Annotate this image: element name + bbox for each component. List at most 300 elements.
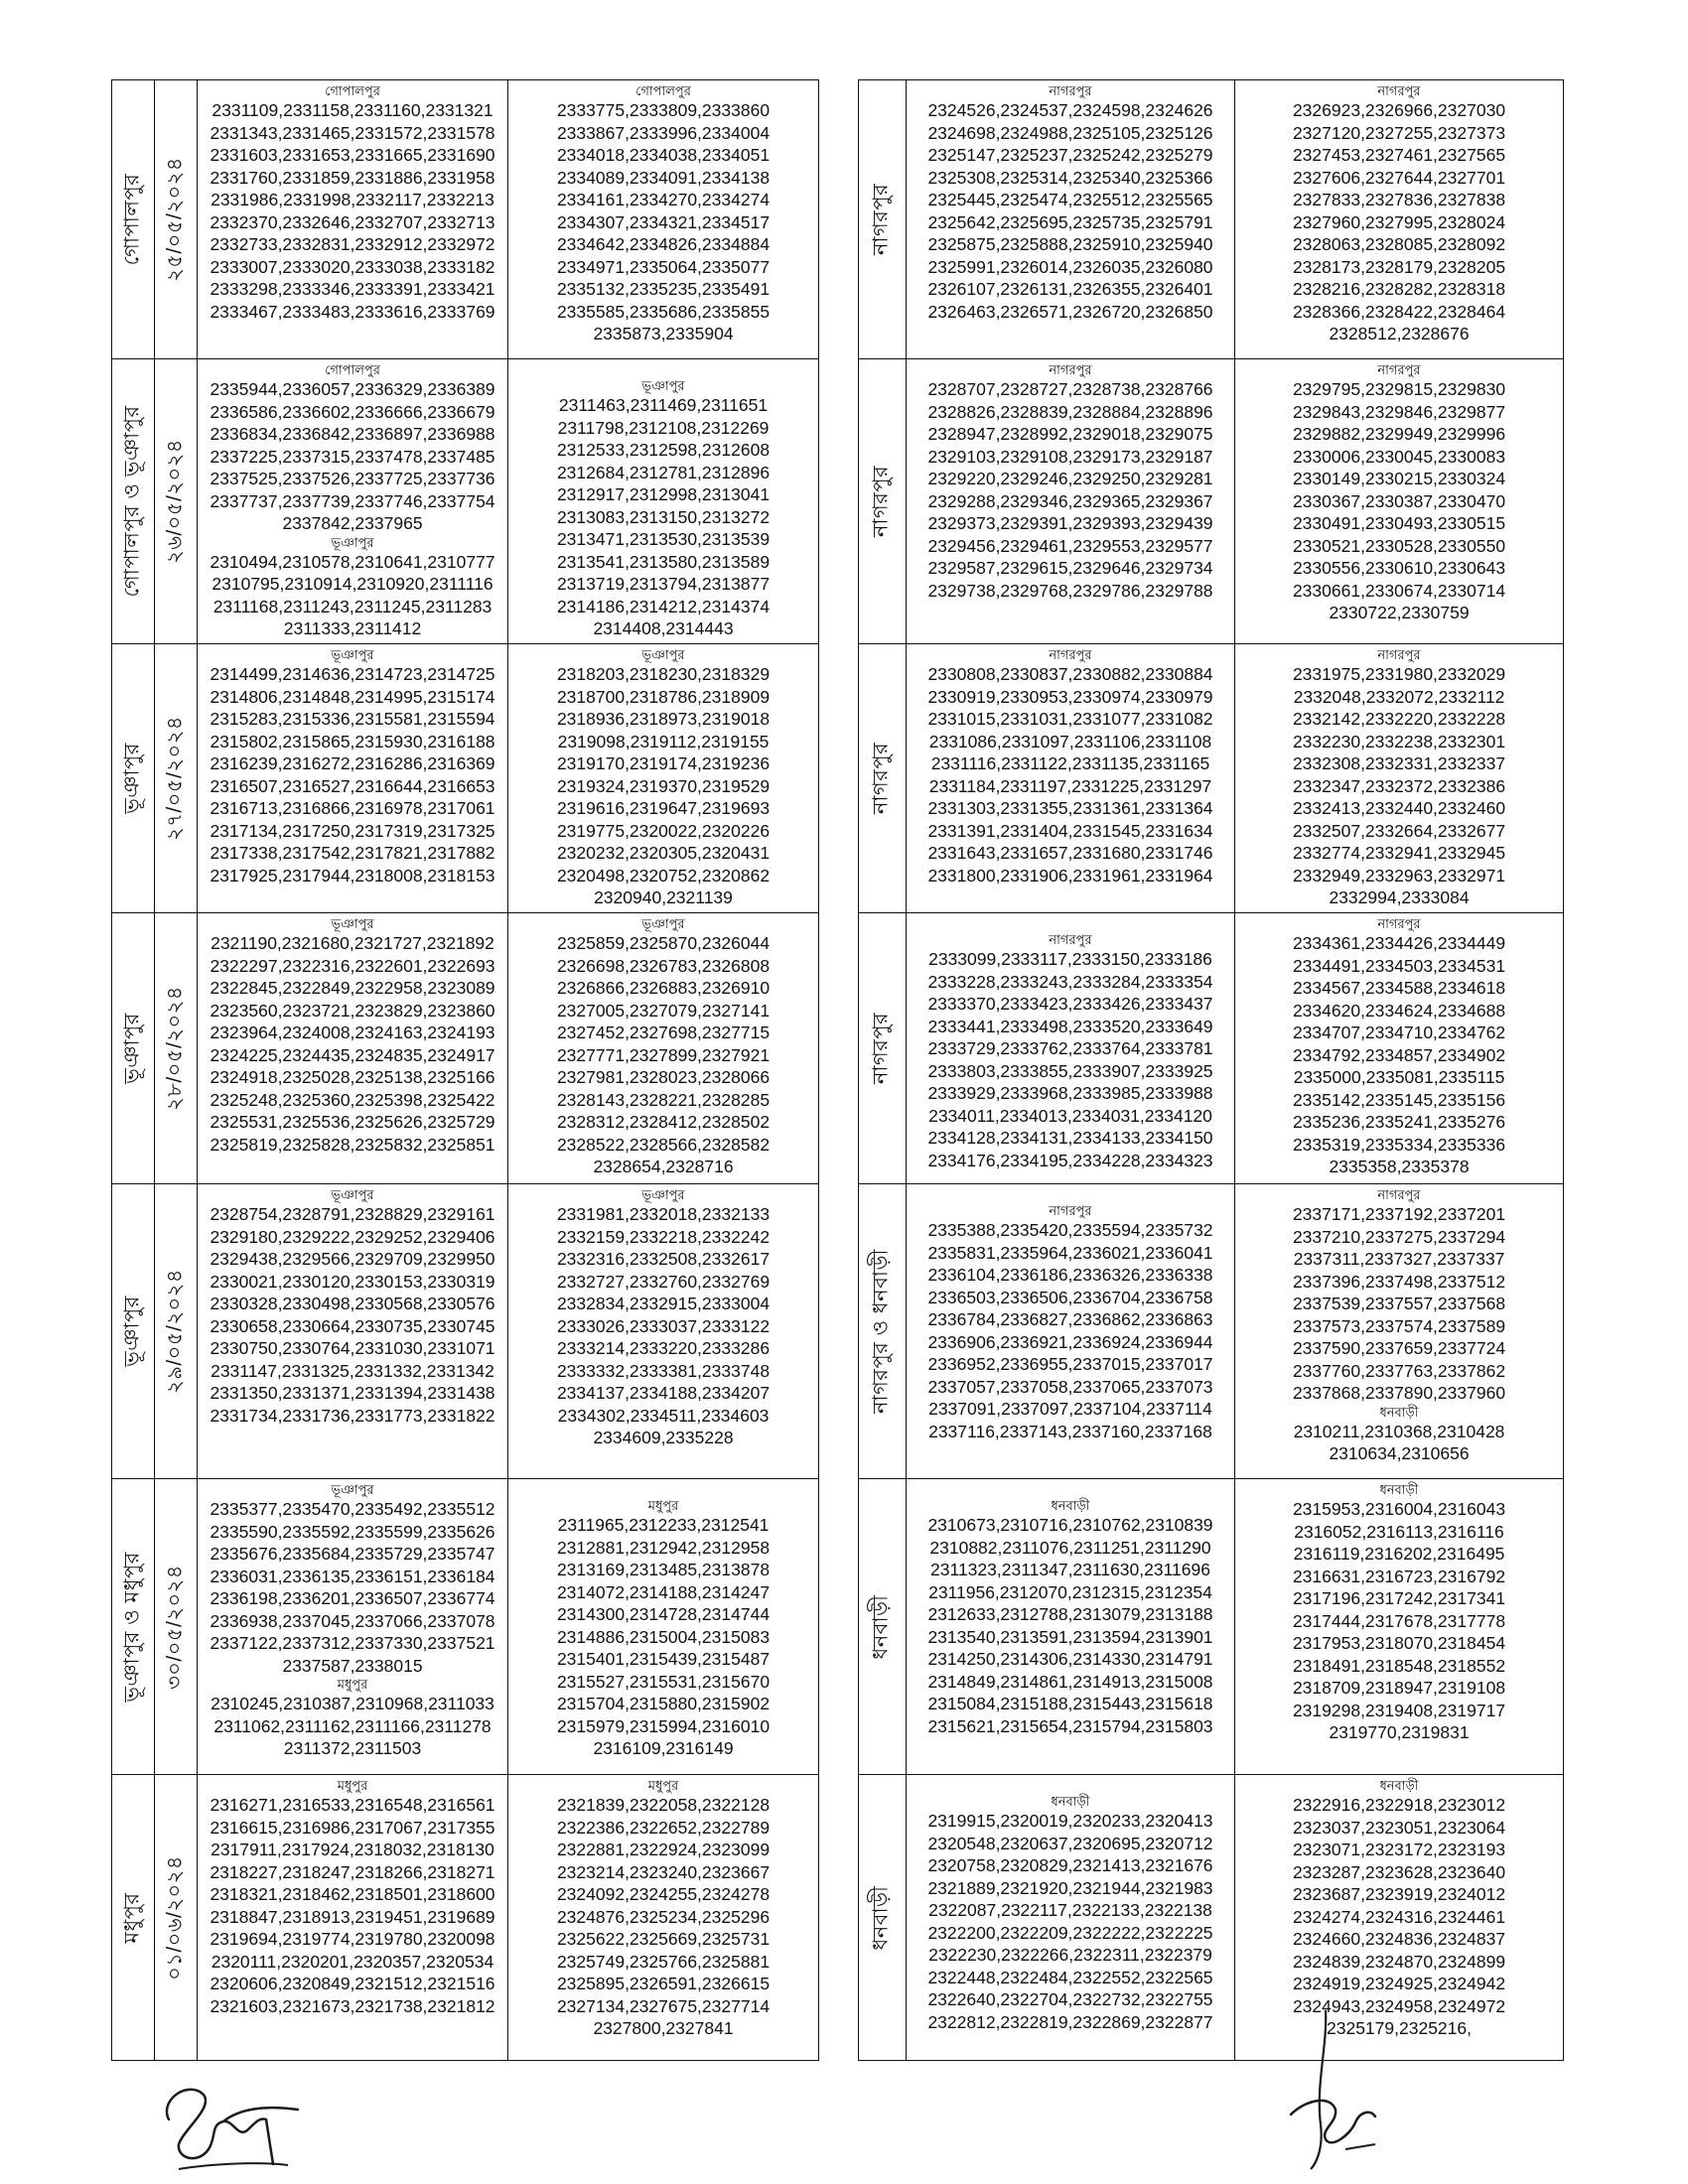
number-line: 2320548,2320637,2320695,2320712: [927, 1833, 1213, 1853]
number-line: 2336952,2336955,2337015,2337017: [927, 1354, 1213, 1374]
number-line: 2325749,2325766,2325881: [556, 1951, 771, 1972]
number-line: 2319915,2320019,2320233,2320413: [927, 1811, 1213, 1831]
number-line: 2326698,2326783,2326808: [556, 955, 771, 976]
number-line: 2311062,2311162,2311166,2311278: [213, 1715, 492, 1736]
number-line: 2335236,2335241,2335276: [1292, 1112, 1506, 1132]
number-line: 2334707,2334710,2334762: [1292, 1023, 1506, 1042]
number-line: 2312684,2312781,2312896: [556, 462, 771, 482]
number-line: 2322087,2322117,2322133,2322138: [928, 1900, 1212, 1920]
number-line: 2323071,2323172,2323193: [1292, 1840, 1506, 1859]
number-line: 2327833,2327836,2327838: [1292, 190, 1506, 209]
number-cell: [907, 80, 1234, 358]
number-line: 2333441,2333498,2333520,2333649: [927, 1016, 1213, 1036]
number-line: 2319616,2319647,2319693: [556, 798, 771, 818]
number-line: 2315704,2315880,2315902: [556, 1694, 771, 1713]
number-line: 2316713,2316866,2316978,2317061: [210, 798, 495, 818]
location-label: ভূঞাপুর: [120, 1013, 144, 1084]
number-line: 2326866,2326883,2326910: [556, 978, 771, 998]
number-cell: [198, 1479, 507, 1774]
location-label: গোপালপুর: [120, 173, 144, 266]
number-line: 2311168,2311243,2311245,2311283: [212, 596, 492, 616]
number-line: 2328826,2328839,2328884,2328896: [927, 401, 1213, 422]
number-line: 2318700,2318786,2318909: [556, 686, 771, 707]
number-line: 2325819,2325828,2325832,2325851: [210, 1134, 495, 1155]
number-line: 2314849,2314861,2314913,2315008: [927, 1671, 1213, 1692]
number-line: 2332142,2332220,2332228: [1292, 709, 1506, 729]
number-line: 2332994,2333084: [1329, 887, 1470, 907]
area-heading: নাগরপুর: [1377, 916, 1421, 931]
number-line: 2329843,2329846,2329877: [1292, 401, 1506, 422]
number-line: 2331086,2331097,2331106,2331108: [928, 731, 1212, 751]
number-cell: [198, 1775, 507, 2060]
number-line: 2325642,2325695,2325735,2325791: [927, 211, 1213, 232]
number-line: 2336938,2337045,2337066,2337078: [210, 1610, 495, 1631]
number-line: 2313719,2313794,2313877: [556, 574, 771, 594]
number-line: 2315283,2315336,2315581,2315594: [210, 709, 495, 729]
number-cell: [198, 1184, 507, 1478]
row-header: [859, 80, 907, 358]
number-line: 2330367,2330387,2330470: [1292, 490, 1506, 511]
number-line: 2337760,2337763,2337862: [1292, 1360, 1506, 1381]
number-line: 2321190,2321680,2321727,2321892: [211, 933, 494, 953]
number-line: 2329373,2329391,2329393,2329439: [927, 513, 1213, 533]
location-label: নাগরপুর: [869, 1012, 893, 1085]
number-line: 2325531,2325536,2325626,2325729: [210, 1112, 495, 1132]
number-line: 2329288,2329346,2329365,2329367: [927, 490, 1213, 511]
number-line: 2334128,2334131,2334133,2334150: [927, 1128, 1213, 1148]
number-line: 2319694,2319774,2319780,2320098: [210, 1929, 495, 1949]
number-line: 2333775,2333809,2333860: [556, 100, 771, 120]
number-line: 2333803,2333855,2333907,2333925: [927, 1060, 1213, 1081]
signature-right: [1276, 2005, 1405, 2174]
area-heading: নাগরপুর: [1049, 932, 1092, 947]
number-line: 2336503,2336506,2336704,2336758: [927, 1287, 1213, 1307]
area-heading: ভূঞাপুর: [331, 534, 374, 550]
number-line: 2327452,2327698,2327715: [556, 1023, 771, 1042]
number-line: 2314300,2314728,2314744: [556, 1604, 771, 1624]
number-line: 2314499,2314636,2314723,2314725: [210, 664, 495, 684]
number-line: 2329220,2329246,2329250,2329281: [927, 469, 1213, 488]
number-cell: [1234, 644, 1563, 912]
table-row: [858, 1184, 1564, 1479]
number-line: 2334018,2334038,2334051: [556, 145, 771, 165]
number-line: 2331303,2331355,2331361,2331364: [927, 798, 1213, 818]
number-line: 2336198,2336201,2336507,2336774: [210, 1588, 495, 1608]
table-row: [111, 1479, 819, 1775]
area-heading: ভূঞাপুর: [331, 1482, 374, 1497]
number-line: 2337091,2337097,2337104,2337114: [928, 1399, 1212, 1419]
date-label: ২৯/০৫/২০২৪: [163, 1269, 187, 1394]
location-label: মধুপুর: [120, 1891, 144, 1944]
number-line: 2324918,2325028,2325138,2325166: [210, 1067, 495, 1087]
number-line: 2316271,2316533,2316548,2316561: [210, 1795, 495, 1815]
location-label: গোপালপুর ও ভূঞাপুর: [120, 405, 144, 598]
number-cell: [1234, 913, 1563, 1183]
number-line: 2336834,2336842,2336897,2336988: [210, 424, 495, 444]
number-line: 2334642,2334826,2334884: [556, 234, 771, 254]
area-heading: গোপালপুর: [325, 83, 380, 98]
location-cell: [112, 1184, 154, 1478]
table-row: [111, 359, 819, 644]
number-line: 2319098,2319112,2319155: [557, 731, 770, 751]
number-line: 2315621,2315654,2315794,2315803: [927, 1715, 1213, 1736]
number-line: 2317134,2317250,2317319,2317325: [210, 820, 495, 841]
number-line: 2327771,2327899,2327921: [556, 1044, 771, 1065]
number-line: 2327120,2327255,2327373: [1292, 122, 1506, 143]
area-heading: ভূঞাপুর: [331, 1187, 374, 1202]
number-line: 2334971,2335064,2335077: [556, 256, 771, 277]
number-line: 2320232,2320305,2320431: [556, 843, 771, 863]
number-line: 2330750,2330764,2331030,2331071: [210, 1338, 495, 1358]
area-heading: নাগরপুর: [1377, 647, 1421, 662]
number-line: 2335676,2335684,2335729,2335747: [210, 1544, 495, 1564]
number-line: 2333214,2333220,2333286: [556, 1338, 771, 1358]
number-line: 2335319,2335334,2335336: [1292, 1134, 1506, 1155]
number-line: 2322386,2322652,2322789: [556, 1817, 771, 1838]
row-header: [112, 1479, 198, 1774]
number-line: 2317338,2317542,2317821,2317882: [210, 843, 495, 863]
number-line: 2329587,2329615,2329646,2329734: [927, 558, 1213, 578]
number-line: 2331800,2331906,2331961,2331964: [927, 865, 1213, 886]
location-cell: [859, 913, 905, 1183]
number-line: 2332949,2332963,2332971: [1292, 865, 1506, 886]
number-line: 2319298,2319408,2319717: [1292, 1700, 1506, 1720]
number-line: 2332727,2332760,2332769: [556, 1271, 771, 1292]
area-heading: ধনবাড়ী: [1051, 1498, 1090, 1513]
number-line: 2337225,2337315,2337478,2337485: [210, 446, 495, 467]
number-line: 2315527,2315531,2315670: [556, 1671, 771, 1692]
location-label: ধনবাড়ী: [869, 1884, 893, 1951]
number-line: 2324225,2324435,2324835,2324917: [210, 1044, 495, 1065]
number-line: 2314250,2314306,2314330,2314791: [927, 1649, 1213, 1669]
number-line: 2328216,2328282,2328318: [1292, 279, 1506, 299]
number-cell: [507, 359, 818, 643]
number-line: 2325875,2325888,2325910,2325940: [927, 234, 1213, 254]
number-line: 2316239,2316272,2316286,2316369: [210, 753, 495, 773]
number-line: 2311323,2311347,2311630,2311696: [930, 1560, 1210, 1579]
number-line: 2334361,2334426,2334449: [1292, 933, 1506, 953]
area-heading: গোপালপুর: [635, 83, 691, 98]
number-line: 2318709,2318947,2319108: [1292, 1678, 1506, 1698]
location-cell: [112, 913, 154, 1183]
number-line: 2321603,2321673,2321738,2321812: [210, 1995, 495, 2016]
location-label: ভূঞাপুর: [120, 1296, 144, 1367]
area-heading: ভূঞাপুর: [641, 916, 685, 931]
location-label: ভূঞাপুর: [120, 743, 144, 814]
number-line: 2311463,2311469,2311651: [558, 395, 769, 415]
number-cell: [907, 644, 1234, 912]
location-cell: [859, 1775, 905, 2060]
number-line: 2328312,2328412,2328502: [556, 1112, 771, 1132]
number-line: 2331975,2331980,2332029: [1292, 664, 1506, 684]
number-line: 2311333,2311412: [283, 618, 422, 638]
number-line: 2315979,2315994,2316010: [556, 1715, 771, 1736]
number-line: 2332316,2332508,2332617: [556, 1249, 771, 1269]
number-line: 2320111,2320201,2320357,2320534: [211, 1951, 494, 1972]
number-line: 2316615,2316986,2317067,2317355: [210, 1817, 495, 1838]
number-line: 2328512,2328676: [1329, 324, 1470, 343]
row-header: [859, 359, 907, 643]
number-line: 2329882,2329949,2329996: [1292, 424, 1506, 444]
number-line: 2334161,2334270,2334274: [556, 190, 771, 209]
number-line: 2325308,2325314,2325340,2325366: [927, 167, 1213, 188]
number-line: 2324919,2324925,2324942: [1292, 1974, 1506, 1993]
table-row: [111, 1775, 819, 2061]
number-line: 2335142,2335145,2335156: [1292, 1089, 1506, 1110]
row-header: [859, 913, 907, 1183]
date-label: ২৭/০৫/২০২৪: [163, 716, 187, 841]
area-heading: ভূঞাপুর: [331, 916, 374, 931]
row-header: [112, 1775, 198, 2060]
number-line: 2315401,2315439,2315487: [556, 1649, 771, 1669]
number-line: 2337311,2337327,2337337: [1293, 1249, 1505, 1269]
number-line: 2334620,2334624,2334688: [1292, 1000, 1506, 1021]
number-line: 2317196,2317242,2317341: [1292, 1588, 1506, 1608]
number-cell: [1234, 1479, 1563, 1774]
number-line: 2337587,2338015: [282, 1655, 423, 1676]
number-line: 2318203,2318230,2318329: [556, 664, 771, 684]
row-header: [859, 1775, 907, 2060]
number-line: 2331760,2331859,2331886,2331958: [210, 167, 495, 188]
location-cell: [859, 1184, 905, 1478]
number-cell: [507, 80, 818, 358]
number-line: 2313541,2313580,2313589: [556, 551, 771, 572]
area-heading: নাগরপুর: [1377, 1187, 1421, 1202]
number-line: 2324092,2324255,2324278: [556, 1884, 771, 1904]
number-line: 2325859,2325870,2326044: [556, 933, 771, 953]
number-line: 2336586,2336602,2336666,2336679: [210, 401, 495, 422]
number-line: 2333729,2333762,2333764,2333781: [927, 1038, 1213, 1058]
number-line: 2335388,2335420,2335594,2335732: [927, 1220, 1213, 1240]
location-cell: [859, 644, 905, 912]
number-line: 2333467,2333483,2333616,2333769: [210, 301, 495, 322]
number-line: 2328754,2328791,2328829,2329161: [210, 1204, 495, 1224]
number-line: 2329103,2329108,2329173,2329187: [927, 446, 1213, 467]
number-line: 2331734,2331736,2331773,2331822: [210, 1405, 495, 1426]
date-cell: [154, 644, 197, 912]
row-header: [859, 644, 907, 912]
table-row: [858, 644, 1564, 913]
number-line: 2327981,2328023,2328066: [556, 1067, 771, 1087]
left-table: [111, 79, 819, 2061]
number-line: 2328366,2328422,2328464: [1292, 301, 1506, 322]
number-line: 2320940,2321139: [594, 887, 733, 907]
number-line: 2328063,2328085,2328092: [1292, 234, 1506, 254]
number-line: 2333867,2333996,2334004: [556, 122, 771, 143]
location-cell: [859, 80, 905, 358]
number-line: 2326463,2326571,2326720,2326850: [927, 301, 1213, 322]
number-line: 2324660,2324836,2324837: [1292, 1929, 1506, 1949]
number-line: 2337737,2337739,2337746,2337754: [210, 490, 495, 511]
number-line: 2319324,2319370,2319529: [556, 775, 771, 796]
table-row: [858, 1775, 1564, 2061]
number-line: 2319170,2319174,2319236: [556, 753, 771, 773]
date-cell: [154, 1479, 197, 1774]
number-cell: [198, 913, 507, 1183]
number-line: 2330149,2330215,2330324: [1292, 469, 1506, 488]
number-line: 2337590,2337659,2337724: [1292, 1338, 1506, 1358]
number-line: 2324943,2324958,2324972: [1292, 1995, 1506, 2016]
number-line: 2330658,2330664,2330735,2330745: [210, 1315, 495, 1336]
number-line: 2323037,2323051,2323064: [1292, 1817, 1506, 1838]
row-header: [859, 1479, 907, 1774]
number-line: 2334089,2334091,2334138: [556, 167, 771, 188]
location-cell: [859, 1479, 905, 1774]
number-cell: [507, 913, 818, 1183]
number-line: 2330722,2330759: [1329, 603, 1470, 622]
location-cell: [112, 80, 154, 358]
number-line: 2326923,2326966,2327030: [1292, 100, 1506, 120]
number-line: 2331343,2331465,2331572,2331578: [210, 122, 495, 143]
number-line: 2314408,2314443: [593, 618, 734, 638]
area-heading: ধনবাড়ী: [1051, 1794, 1090, 1809]
number-line: 2333929,2333968,2333985,2333988: [927, 1083, 1213, 1103]
number-line: 2330491,2330493,2330515: [1292, 513, 1506, 533]
number-line: 2329456,2329461,2329553,2329577: [927, 535, 1213, 556]
number-line: 2333228,2333243,2333284,2333354: [927, 971, 1213, 992]
number-line: 2331981,2332018,2332133: [556, 1204, 771, 1224]
area-heading: ধনবাড়ী: [1379, 1482, 1419, 1497]
number-line: 2324274,2324316,2324461: [1292, 1906, 1506, 1927]
number-line: 2337842,2337965: [282, 513, 423, 533]
number-cell: [907, 1184, 1234, 1478]
number-line: 2333370,2333423,2333426,2333437: [927, 994, 1213, 1014]
number-line: 2333099,2333117,2333150,2333186: [928, 949, 1212, 969]
number-line: 2311798,2312108,2312269: [557, 417, 770, 438]
number-line: 2335358,2335378: [1329, 1157, 1470, 1176]
area-heading: নাগরপুর: [1377, 83, 1421, 98]
number-line: 2332507,2332664,2332677: [1292, 820, 1506, 841]
number-line: 2331603,2331653,2331665,2331690: [210, 145, 495, 165]
number-line: 2332347,2332372,2332386: [1292, 775, 1506, 796]
number-line: 2331116,2331122,2331135,2331165: [930, 753, 1210, 773]
row-header: [112, 1184, 198, 1478]
number-line: 2334011,2334013,2334031,2334120: [928, 1105, 1212, 1126]
number-line: 2310795,2310914,2310920,2311116: [211, 574, 493, 594]
number-line: 2336104,2336186,2336326,2336338: [927, 1265, 1213, 1285]
number-line: 2334137,2334188,2334207: [556, 1383, 771, 1403]
number-line: 2332413,2332440,2332460: [1292, 798, 1506, 818]
number-line: 2312633,2312788,2313079,2313188: [927, 1604, 1213, 1624]
location-label: ভূঞাপুর ও মধুপুর: [120, 1551, 144, 1703]
number-line: 2324698,2324988,2325105,2325126: [927, 122, 1213, 143]
number-cell: [907, 913, 1234, 1183]
number-cell: [1234, 1184, 1563, 1478]
number-line: 2337210,2337275,2337294: [1292, 1226, 1506, 1247]
area-heading: ভূঞাপুর: [641, 647, 685, 662]
number-line: 2335585,2335686,2335855: [556, 301, 771, 322]
location-label: নাগরপুর: [869, 465, 893, 538]
number-line: 2319775,2320022,2320226: [556, 820, 771, 841]
number-line: 2310245,2310387,2310968,2311033: [211, 1694, 494, 1713]
number-line: 2323687,2323919,2324012: [1292, 1884, 1506, 1904]
number-line: 2323287,2323628,2323640: [1292, 1861, 1506, 1882]
number-line: 2325179,2325216,: [1327, 2018, 1472, 2038]
location-label: নাগরপুর ও ধনবাড়ী: [869, 1249, 893, 1414]
number-line: 2335132,2335235,2335491: [556, 279, 771, 299]
number-line: 2316507,2316527,2316644,2316653: [210, 775, 495, 796]
number-line: 2328522,2328566,2328582: [556, 1134, 771, 1155]
number-cell: [507, 1479, 818, 1774]
date-label: ৩০/০৫/২০২৪: [163, 1564, 187, 1690]
number-line: 2332774,2332941,2332945: [1292, 843, 1506, 863]
number-line: 2328173,2328179,2328205: [1292, 256, 1506, 277]
number-line: 2314072,2314188,2314247: [556, 1581, 771, 1602]
number-line: 2322297,2322316,2322601,2322693: [210, 955, 495, 976]
number-line: 2310882,2311076,2311251,2311290: [929, 1537, 1211, 1558]
number-line: 2319770,2319831: [1329, 1722, 1470, 1742]
number-line: 2333298,2333346,2333391,2333421: [210, 279, 495, 299]
number-line: 2317444,2317678,2317778: [1292, 1610, 1506, 1631]
number-line: 2324526,2324537,2324598,2324626: [927, 100, 1213, 120]
number-line: 2335873,2335904: [593, 324, 734, 343]
number-cell: [198, 359, 507, 643]
number-cell: [1234, 359, 1563, 643]
area-heading: নাগরপুর: [1049, 83, 1092, 98]
number-line: 2318936,2318973,2319018: [556, 709, 771, 729]
number-line: 2330021,2330120,2330153,2330319: [210, 1271, 495, 1292]
area-heading: মধুপুর: [647, 1778, 679, 1793]
number-line: 2337057,2337058,2337065,2337073: [927, 1376, 1213, 1397]
number-line: 2334491,2334503,2334531: [1292, 955, 1506, 976]
number-line: 2332230,2332238,2332301: [1292, 731, 1506, 751]
location-label: ধনবাড়ী: [869, 1593, 893, 1660]
number-line: 2322200,2322209,2322222,2322225: [927, 1922, 1213, 1943]
number-line: 2322881,2322924,2323099: [556, 1840, 771, 1859]
area-heading: ভূঞাপুর: [331, 647, 374, 662]
number-cell: [198, 644, 507, 912]
number-line: 2328947,2328992,2329018,2329075: [927, 424, 1213, 444]
number-line: 2314186,2314212,2314374: [556, 596, 771, 616]
area-heading: নাগরপুর: [1049, 647, 1092, 662]
number-line: 2330661,2330674,2330714: [1292, 580, 1506, 601]
number-line: 2317911,2317924,2318032,2318130: [211, 1840, 494, 1859]
number-cell: [507, 644, 818, 912]
number-line: 2311956,2312070,2312315,2312354: [928, 1581, 1212, 1602]
table-row: [111, 913, 819, 1184]
number-line: 2331184,2331197,2331225,2331297: [928, 775, 1212, 796]
number-line: 2337539,2337557,2337568: [1292, 1294, 1506, 1313]
number-cell: [907, 1775, 1234, 2060]
date-label: ২৫/০৫/২০২৪: [163, 157, 187, 282]
number-line: 2327960,2327995,2328024: [1292, 211, 1506, 232]
location-label: নাগরপুর: [869, 183, 893, 256]
number-line: 2315084,2315188,2315443,2315618: [927, 1694, 1213, 1713]
number-line: 2328143,2328221,2328285: [556, 1089, 771, 1110]
row-header: [112, 80, 198, 358]
number-line: 2311372,2311503: [283, 1738, 422, 1758]
number-line: 2316119,2316202,2316495: [1293, 1544, 1505, 1564]
row-header: [112, 644, 198, 912]
area-heading: মধুপুর: [647, 1498, 679, 1513]
number-line: 2333332,2333381,2333748: [556, 1360, 771, 1381]
number-line: 2335831,2335964,2336021,2336041: [927, 1242, 1213, 1263]
number-line: 2327606,2327644,2327701: [1292, 167, 1506, 188]
number-line: 2330808,2330837,2330882,2330884: [927, 664, 1213, 684]
date-cell: [154, 913, 197, 1183]
number-line: 2337116,2337143,2337160,2337168: [928, 1421, 1212, 1441]
location-cell: [112, 1775, 154, 2060]
number-line: 2320498,2320752,2320862: [556, 865, 771, 886]
location-cell: [112, 359, 154, 643]
number-line: 2322812,2322819,2322869,2322877: [927, 2011, 1213, 2032]
area-heading: ধনবাড়ী: [1379, 1404, 1419, 1420]
number-line: 2337396,2337498,2337512: [1292, 1271, 1506, 1292]
number-line: 2333026,2333037,2333122: [556, 1315, 771, 1336]
number-line: 2329738,2329768,2329786,2329788: [927, 580, 1213, 601]
signature-left: [149, 2070, 308, 2179]
number-line: 2334302,2334511,2334603: [557, 1405, 770, 1426]
